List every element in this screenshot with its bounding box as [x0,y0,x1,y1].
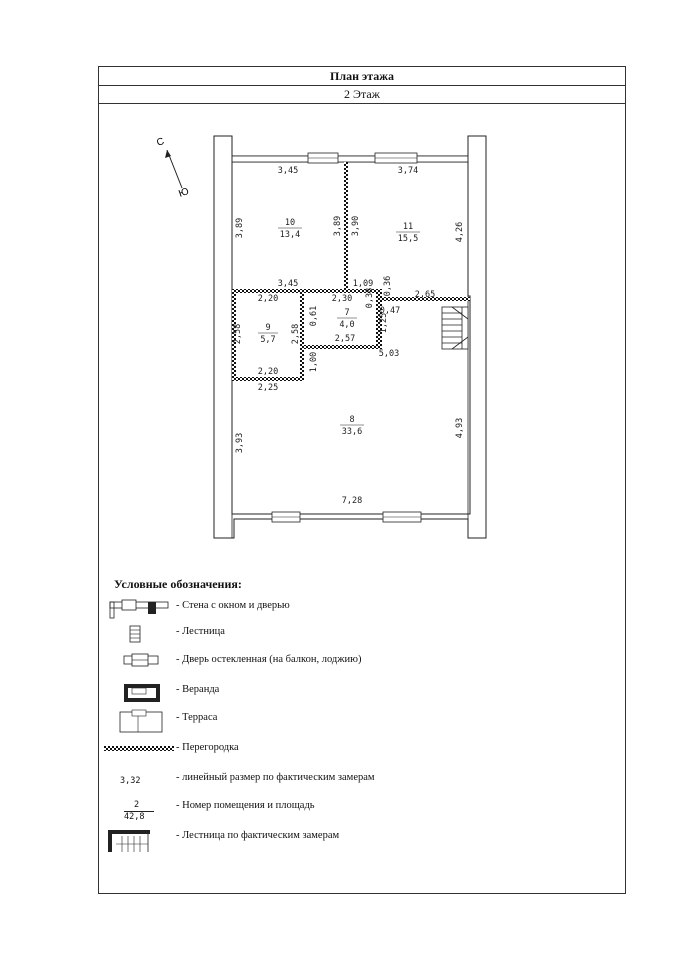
dim-r8-top: 2,25 [257,383,279,393]
dim-r10-right: 3,89 [333,215,343,237]
floor-subtitle: 2 Этаж [99,85,625,104]
partition-icon [104,738,174,764]
window-bottom-left [272,512,300,522]
dim-r7-top: 2,30 [331,294,353,304]
dim-038: 0,38 [365,287,375,309]
legend-item-room-number [104,796,524,822]
legend-text: - Лестница [176,626,225,637]
dim-r9-top: 2,20 [257,294,279,304]
dim-r10-bottom: 3,45 [277,279,299,289]
dim-r11-left: 3,90 [351,215,361,237]
window-top-right [375,153,417,163]
terrace-icon [104,708,174,734]
partitions [232,162,470,381]
legend-item-terrace [104,708,524,734]
dim-r7-bottom: 2,57 [334,334,356,344]
dim-r9-bottom: 2,20 [257,367,279,377]
dim-r11-right: 4,26 [455,221,465,243]
compass-south-label: Ю [177,186,191,200]
dim-r7-side: 0,61 [309,305,319,327]
sample-dimension: 3,32 [120,776,141,786]
stair-icon [104,622,174,648]
room-label-8 [340,415,364,437]
room-number: 11 [402,222,414,232]
staircase-icon [442,307,468,349]
legend-title: Условные обозначения: [114,577,242,591]
legend-item-stair-actual [104,826,524,852]
dim-r8-right: 4,93 [455,417,465,439]
dim-036: 0,36 [383,275,393,297]
wall-window-door-icon [104,596,174,622]
room-area: 13,4 [279,230,301,240]
compass-icon [155,136,190,200]
room-label-11 [396,222,420,244]
legend-item-veranda [104,680,524,706]
room-number: 10 [284,218,296,228]
legend-text: - Дверь остекленная (на балкон, лоджию) [176,654,362,665]
legend-text: - Стена с окном и дверью [176,600,290,611]
dim-r11-top: 3,74 [397,166,419,176]
room-label-7 [337,308,357,330]
dim-r9-left: 2,58 [233,323,243,345]
dim-r8-bottom: 7,28 [341,496,363,506]
legend-item-linear-dimension [104,768,524,794]
legend-text: - Терраса [176,712,218,723]
legend-item-wall [104,596,524,622]
window-bottom-right [383,512,421,522]
page-title: План этажа [99,67,625,86]
room-number: 8 [349,415,355,425]
dim-r8-left: 3,93 [235,432,245,454]
dim-047: 0,47 [379,306,401,316]
room-label-9 [258,323,278,345]
sample-room-area: 42,8 [124,812,145,822]
legend-text: - Номер помещения и площадь [176,800,315,811]
legend-item-glazed-door [104,650,524,676]
room-number: 9 [265,323,271,333]
legend-text: - Перегородка [176,742,239,753]
dim-r10-left: 3,89 [235,217,245,239]
room-area: 4,0 [339,320,355,330]
stair-actual-icon [104,826,174,852]
veranda-icon [104,680,174,706]
dim-r10-top: 3,45 [277,166,299,176]
dim-125: 1,25 [379,312,389,334]
room-area: 33,6 [341,427,363,437]
legend-text: - Лестница по фактическим замерам [176,830,340,841]
dim-109: 1,09 [352,279,374,289]
room-label-10 [278,218,302,240]
dim-r9-right: 2,58 [291,323,301,345]
dim-503: 5,03 [378,349,400,359]
legend-item-stair [104,622,524,648]
legend-text: - Веранда [176,684,220,695]
sample-room-number: 2 [134,800,140,810]
legend-item-partition [104,738,524,764]
dim-100: 1,00 [309,351,319,373]
glazed-door-icon [104,650,174,676]
legend-text: - линейный размер по фактическим замерам [176,772,375,783]
compass-north-label: С [155,136,166,149]
room-area: 5,7 [260,335,276,345]
room-area: 15,5 [397,234,419,244]
room-number: 7 [344,308,350,318]
dim-265: 2,65 [414,290,436,300]
window-top-left [308,153,338,163]
